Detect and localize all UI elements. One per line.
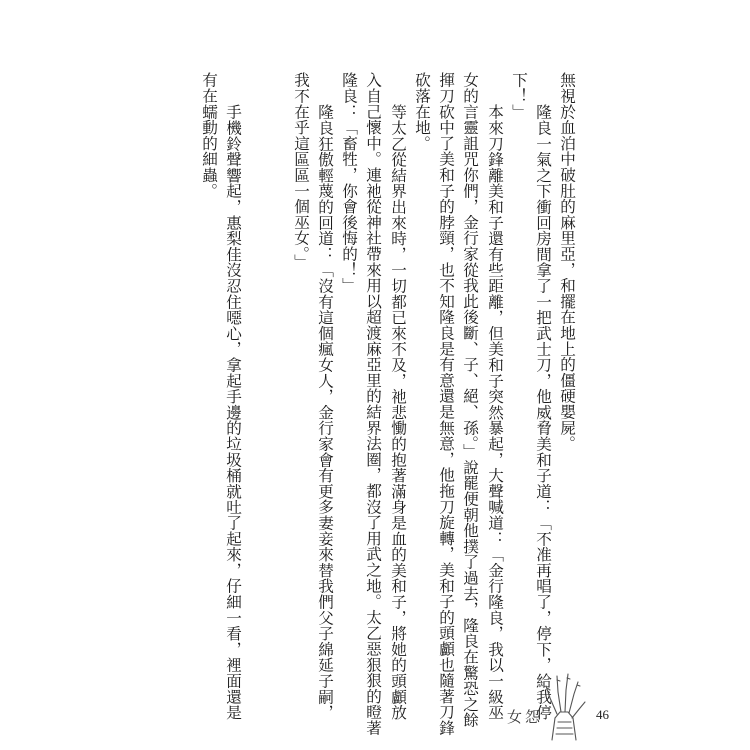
text-column-12: 我不在乎這區區一個巫女。」	[292, 72, 310, 270]
text-column-1: 無視於血泊中破肚的麻里亞，和擺在地上的僵硬嬰屍。	[558, 72, 576, 452]
text-column-14: 有在蠕動的細蟲。	[200, 72, 218, 199]
text-column-4: 本來刀鋒離美和子還有些距離，但美和子突然暴起，大聲喊道：「金行隆良，我以一級巫	[486, 104, 504, 721]
skeletal-hand-icon	[538, 672, 588, 742]
text-column-5: 女的言靈詛咒你們，金行家從我此後斷、子、絕、孫。」說罷便朝他撲了過去，隆良在驚恐之餘	[461, 72, 479, 728]
text-column-11: 隆良狂傲輕蔑的回道：「沒有這個瘋女人，金行家會有更多妻妾來替我們父子綿延子嗣，	[316, 104, 334, 721]
text-column-7: 砍落在地。	[413, 72, 431, 151]
text-column-6: 揮刀砍中了美和子的脖頸，也不知隆良是有意還是無意，他拖刀旋轉，美和子的頭顱也隨著刀鋒	[437, 72, 455, 736]
text-column-10: 隆良：「畜牲，你會後悔的！」	[340, 72, 358, 294]
text-column-3: 下！」	[510, 72, 528, 120]
text-column-9: 入自己懷中。連祂從神社帶來用以超渡麻亞里的結界法圈，都沒了用武之地。太乙惡狠狠的瞪著	[364, 72, 382, 736]
text-column-13: 手機鈴聲響起，惠梨佳沒忍住噁心，拿起手邊的垃圾桶就吐了起來，仔細一看，裡面還是	[224, 104, 242, 721]
text-column-8: 等太乙從結界出來時，一切都已來不及，祂悲慟的抱著滿身是血的美和子，將她的頭顱放	[389, 104, 407, 721]
text-column-2: 隆良一氣之下衝回房間拿了一把武士刀，他威脅美和子道：「不准再唱了，停下，給我停	[534, 104, 552, 721]
page-number: 46	[596, 707, 609, 722]
running-footer-title: 女怨	[507, 708, 544, 726]
